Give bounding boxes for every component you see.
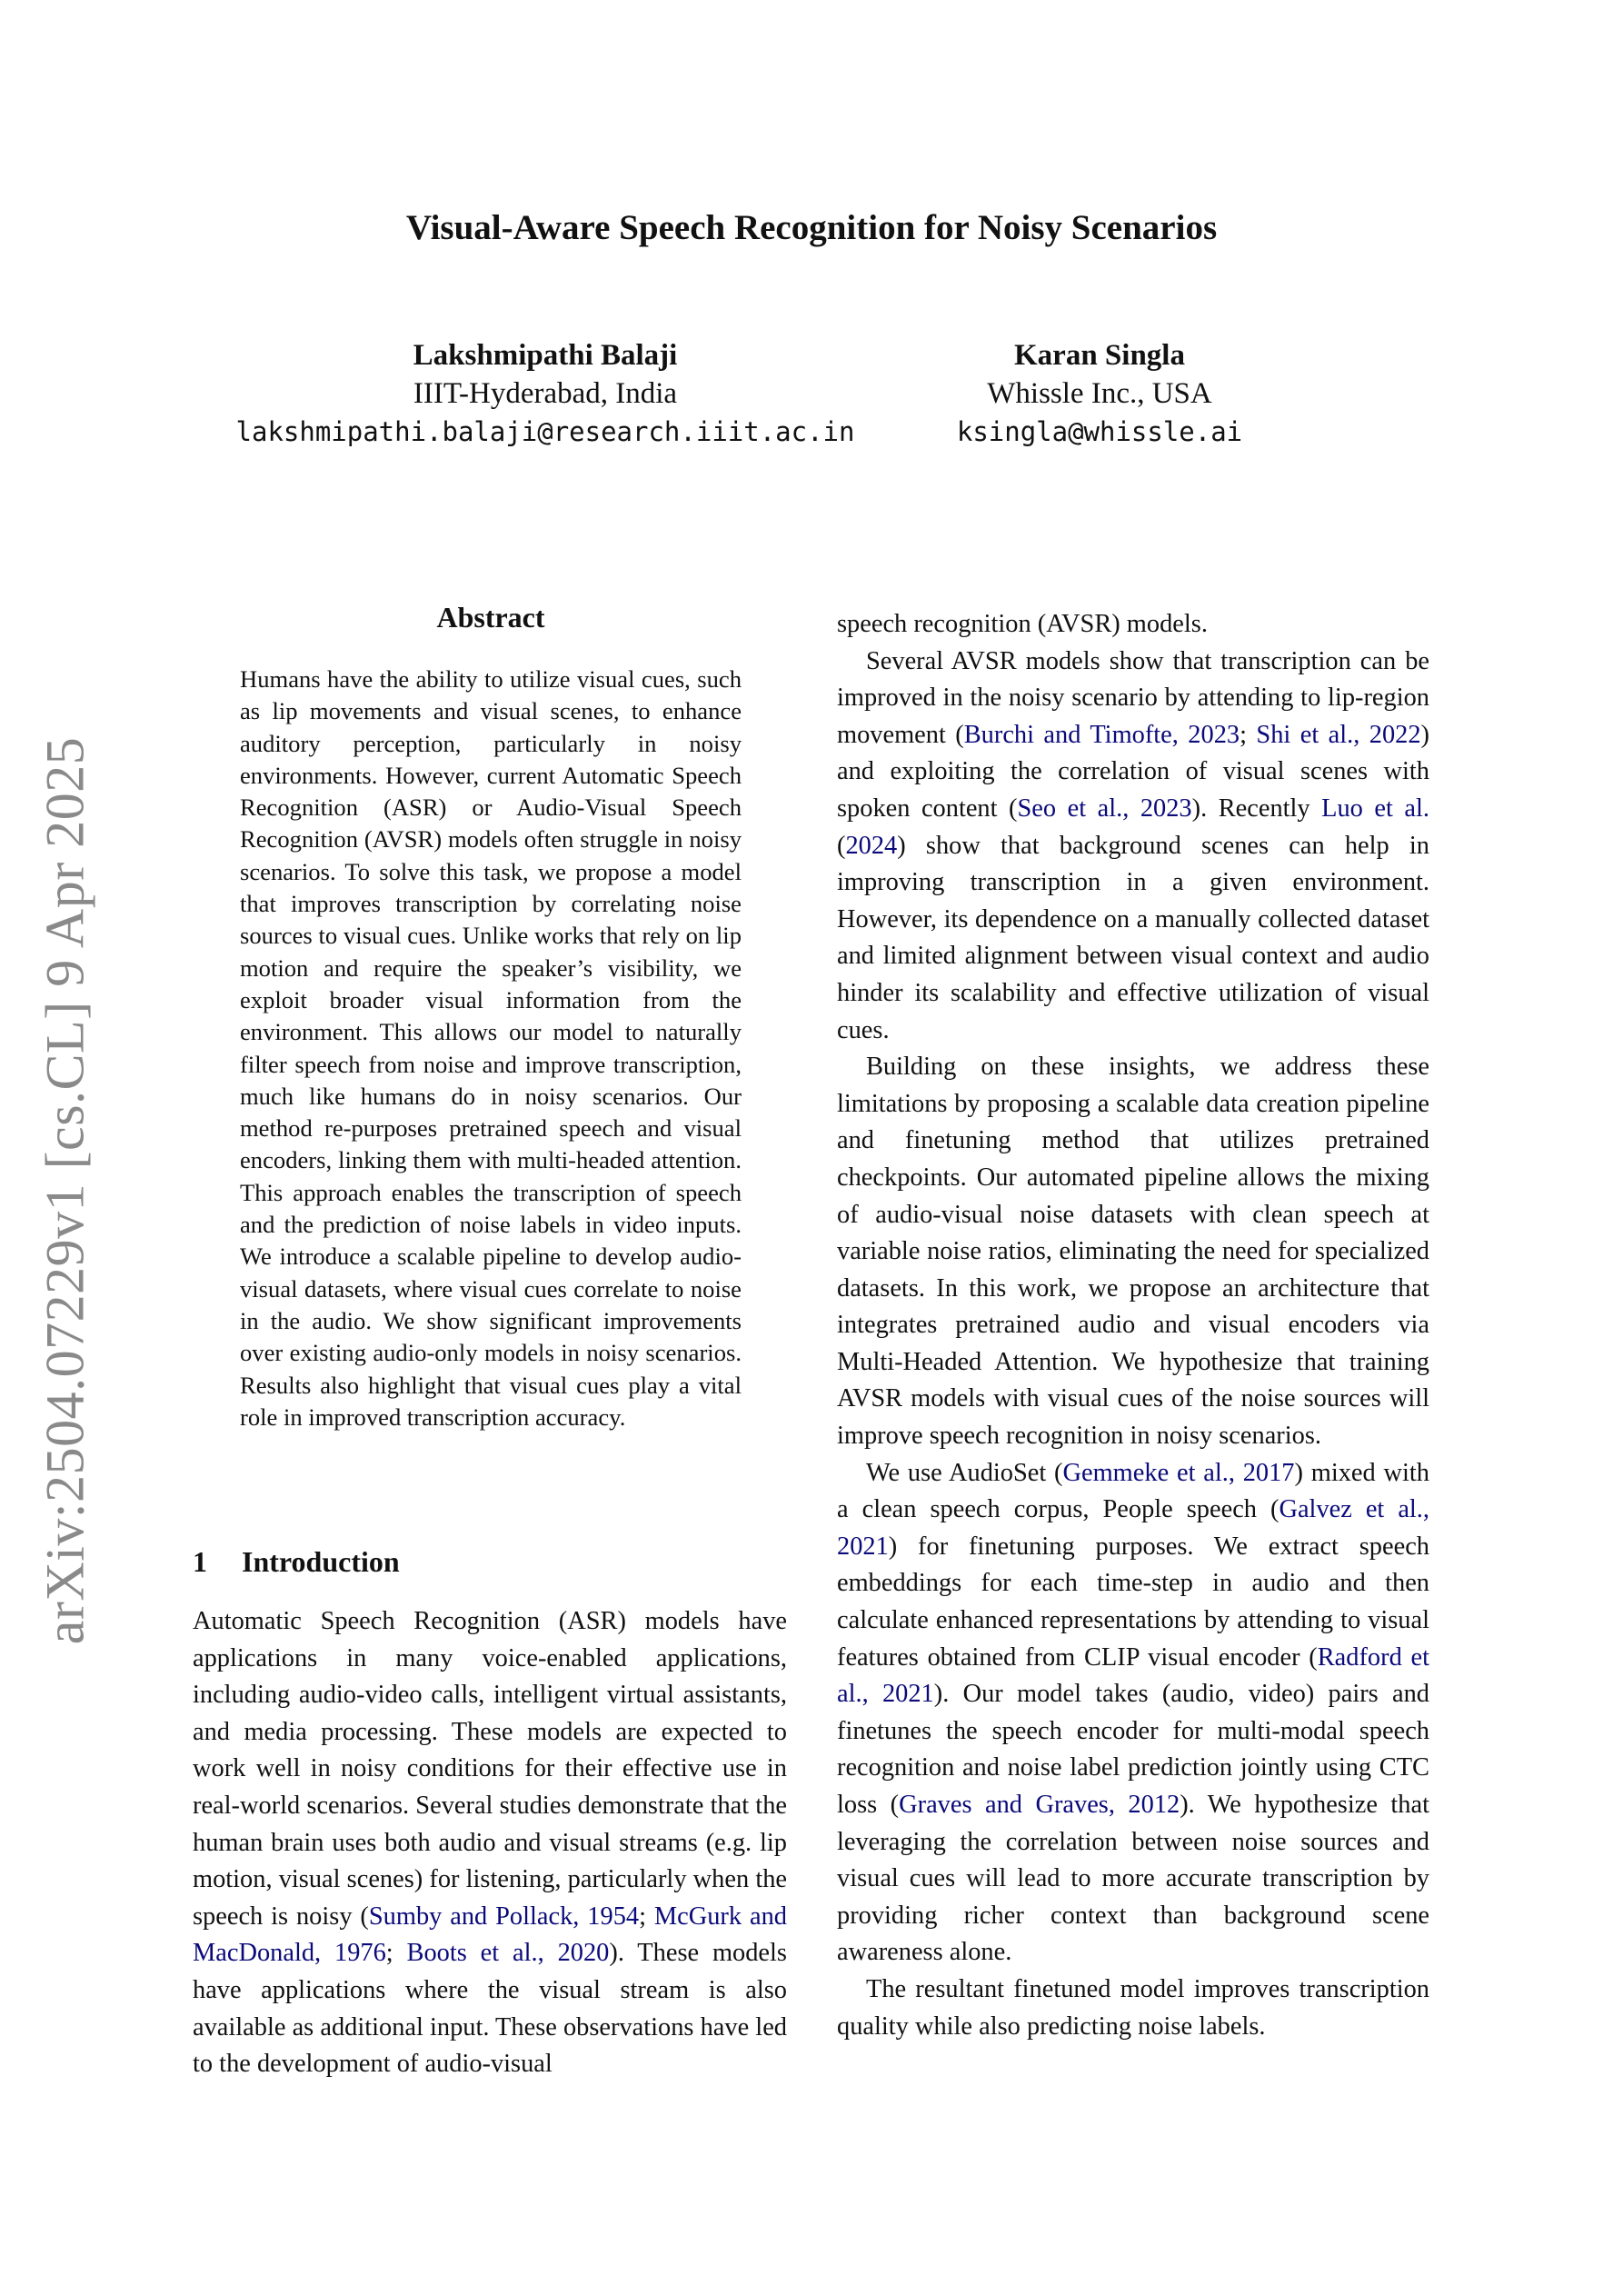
right-column [837, 606, 1429, 2045]
text-run: ; [639, 1902, 654, 1931]
author-affiliation: IIIT-Hyderabad, India [413, 377, 678, 410]
abstract-heading: Abstract [436, 601, 545, 634]
citation-link[interactable]: Burchi and Timofte, 2023 [963, 720, 1240, 749]
citation-link[interactable]: Radford et al., 2021 [837, 1642, 1429, 1709]
citation-link[interactable]: Shi et al., 2022 [1256, 720, 1421, 749]
text-run: ) for finetuning purposes. We extract speech embeddings for each time-step in audio and then calculate enhanced representations by attending to visual features obtained from CLIP visual encoder ( [837, 1532, 1429, 1672]
section-number: 1 [193, 1545, 207, 1578]
citation-link[interactable]: Sumby and Pollack, 1954 [368, 1902, 640, 1931]
citation-link[interactable]: 2024 [845, 831, 898, 860]
citation-link[interactable]: Seo et al., 2023 [1017, 794, 1192, 823]
text-run: ). Recently [1191, 794, 1322, 823]
text-run: ). These models have applications where the visual stream is also available as additional input. These observations have led to the development of audio-visual [193, 1939, 787, 2079]
citation-link[interactable]: Graves and Graves, 2012 [899, 1791, 1180, 1819]
text-run: ; [385, 1939, 407, 1968]
paragraph-1-continued: speech recognition (AVSR) models. [837, 610, 1208, 638]
author-affiliation: Whissle Inc., USA [987, 377, 1212, 410]
text-run: We use AudioSet ( [866, 1458, 1063, 1487]
text-run: ) and exploiting the correlation of visual scenes with spoken content ( [837, 720, 1429, 823]
abstract-text: Humans have the ability to utilize visual cues, such as lip movements and visual scenes, to enhance auditory perception, particularly in noisy environments. However, current Automatic Speech Recognition (ASR) or Audio-Visual Speech Recognition (AVSR) models often struggle in noisy scenarios. To solve this task, we propose a model that improves transcription by correlating noise sources to visual cues. Unlike works that rely on lip motion and require the speaker’s visibility, we exploit broader visual information from the environment. This allows our model to naturally filter speech from noise and improve transcription, much like humans do in noisy scenarios. Our method re-purposes pretrained speech and visual encoders, linking them with multi-headed attention. This approach enables the transcription of speech and the prediction of noise labels in video inputs. We introduce a scalable pipeline to develop audio-visual datasets, where visual cues correlate to noise in the audio. We show significant improvements over existing audio-only models in noisy scenarios. Results also highlight that visual cues play a vital role in improved transcription accuracy. [240, 665, 742, 1431]
citation-link[interactable]: Galvez et al., 2021 [837, 1495, 1430, 1561]
author-1 [218, 336, 872, 451]
text-run: ) show that background scenes can help in improving transcription in a given environment. However, its dependence on a manually collected dataset and limited alignment between visual context and audio hinder its scalability and effective utilization of visual cues. [837, 831, 1429, 1044]
text-run: Automatic Speech Recognition (ASR) models have applications in many voice-enabled applications, including audio-video calls, intelligent virtual assistants, and media processing. These models are expected to work well in noisy conditions for their effective use in real-world scenarios. Several studies demonstrate that the human brain uses both audio and visual streams (e.g. lip motion, visual scenes) for listening, particularly when the speech is noisy ( [193, 1607, 787, 1931]
text-run: Several AVSR models show that transcription can be improved in the noisy scenario by attending to lip-region movement ( [837, 646, 1429, 749]
citation-link[interactable]: Gemmeke et al., 2017 [1062, 1458, 1295, 1487]
section-title: Introduction [242, 1545, 400, 1578]
author-name: Lakshmipathi Balaji [413, 339, 678, 372]
paragraph-5: The resultant finetuned model improves transcription quality while also predicting noise labels. [837, 1974, 1429, 2041]
paper-title: Visual-Aware Speech Recognition for Noisy Scenarios [405, 208, 1218, 247]
text-run: ). We hypothesize that leveraging the correlation between noise sources and visual cues will lead to more accurate transcription by providing richer context than background scene awareness alone. [837, 1791, 1429, 1967]
paragraph-2 [837, 644, 1429, 1050]
arxiv-stamp [29, 718, 102, 1663]
author-2 [909, 336, 1290, 451]
author-email[interactable]: ksingla@whissle.ai [956, 416, 1243, 447]
citation-link[interactable]: Luo et al. [1321, 794, 1429, 823]
arxiv-stamp-text: arXiv:2504.07229v1 [cs.CL] 9 Apr 2025 [35, 736, 95, 1645]
citation-link[interactable]: Boots et al., 2020 [406, 1939, 610, 1968]
author-email[interactable]: lakshmipathi.balaji@research.iiit.ac.in [235, 416, 855, 447]
text-run: ( [837, 831, 846, 860]
text-run: ) mixed with a clean speech corpus, People speech ( [837, 1458, 1429, 1524]
paragraph-1 [193, 1603, 787, 2083]
paragraph-4 [837, 1455, 1429, 1972]
text-run: ). Our model takes (audio, video) pairs and finetunes the speech encoder for multi-modal speech recognition and noise label prediction jointly using CTC loss ( [837, 1680, 1429, 1819]
text-run: ; [1240, 720, 1257, 749]
paragraph-3: Building on these insights, we address these limitations by proposing a scalable data creation pipeline and finetuning method that utilizes pretrained checkpoints. Our automated pipeline allows the mixing of audio-visual noise datasets with clean speech at variable noise ratios, eliminating the need for specialized datasets. In this work, we propose an architecture that integrates pretrained audio and visual encoders via Multi-Headed Attention. We hypothesize that training AVSR models with visual cues of the noise sources will improve speech recognition in noisy scenarios. [837, 1053, 1429, 1451]
section-heading-introduction [193, 1545, 400, 1579]
author-name: Karan Singla [1014, 339, 1185, 372]
citation-link[interactable]: McGurk and MacDonald, 1976 [193, 1902, 787, 1968]
intro-left-column [193, 1603, 787, 2083]
